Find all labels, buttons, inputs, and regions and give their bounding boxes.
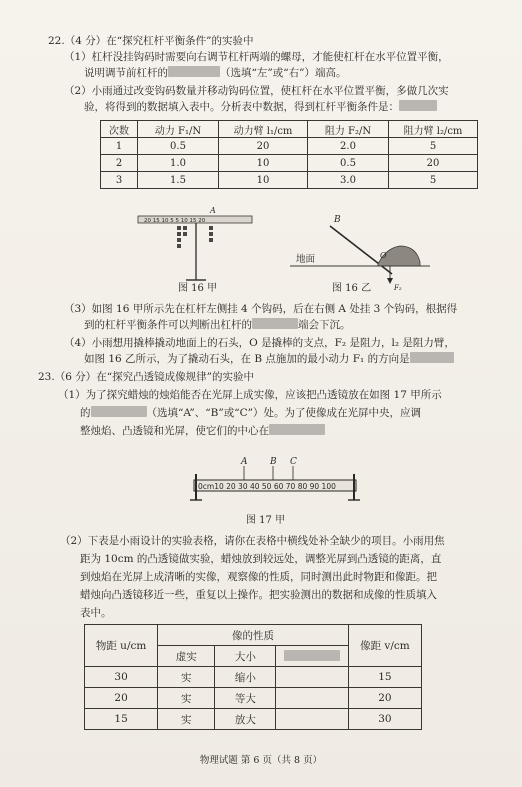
table-header-row (85, 625, 422, 646)
table-row (101, 172, 478, 189)
arrow-head (387, 278, 393, 284)
table-cell (276, 688, 348, 709)
fulcrum-o-label: O (380, 251, 387, 260)
page-footer: 物理试题 第 6 页（共 8 页） (199, 755, 323, 766)
q22-p1-line2: 说明调节前杠杆的 （选填“左”或“右”）端高。 (84, 67, 347, 79)
table-header: 阻力 F₂/N (308, 121, 389, 138)
table-row (101, 138, 478, 155)
table-cell: 30 (348, 709, 421, 730)
table-cell: 缩小 (215, 667, 276, 688)
table-cell (276, 709, 348, 730)
answer-blank (284, 650, 340, 661)
q22-p4-line1: （4）小雨想用撬棒撬动地面上的石头，O 是撬棒的支点，F₂ 是阻力，l₂ 是阻力臂， (64, 337, 455, 349)
table-cell: 2.0 (308, 138, 389, 155)
answer-blank (252, 318, 298, 329)
q23-p2-line3: 到烛焰在光屏上成清晰的实像，观察像的性质，同时测出此时物距和像距。把 (80, 571, 437, 583)
position-a-label: A (241, 457, 248, 467)
q23-p2-line2: 距为 10cm 的凸透镜做实验，蜡烛放到较远处，调整光屏到凸透镜的距离，直 (80, 553, 442, 565)
table-cell: 3 (101, 172, 138, 189)
q23-p2-line5: 表中。 (80, 607, 112, 619)
table-header-row (101, 121, 478, 138)
table-cell: 20 (219, 138, 308, 155)
q23-p1-line2: 的 （选填“A”、“B”或“C”）处。为了使像成在光屏中央，应调 (80, 407, 421, 419)
hooked-weights-left (177, 226, 187, 248)
table-cell: 等大 (215, 688, 276, 709)
table-cell: 30 (85, 667, 158, 688)
table-header: 像距 v/cm (348, 625, 421, 667)
table-cell: 15 (348, 667, 421, 688)
q22-p2-line2: 验，将得到的数据填入表中。分析表中数据，得到杠杆平衡条件是： (84, 100, 437, 114)
q23-header: 23.（6 分）在“探究凸透镜成像规律”的实验中 (38, 371, 254, 383)
table-header-blank (276, 646, 348, 667)
table-cell: 0.5 (138, 138, 219, 155)
figure-17a-caption: 图 17 甲 (246, 515, 286, 526)
force-f2-label: F₂ (394, 284, 402, 292)
q22-p4-line2: 如图 16 乙所示，为了撬动石头，在 B 点施加的最小动力 F₁ 的方向是 (84, 352, 454, 366)
q22-p3-line2: 到的杠杆平衡条件可以判断出杠杆的 端会下沉。 (84, 319, 351, 331)
table-cell: 2 (101, 155, 138, 172)
table-cell: 20 (348, 688, 421, 709)
table-row (101, 155, 478, 172)
point-b-label: B (334, 215, 341, 225)
q22-p3-line1: （3）如图 16 甲所示先在杠杆左侧挂 4 个钩码，后在右侧 A 处挂 3 个钩码，根据得 (64, 303, 458, 315)
table-cell: 10 (219, 172, 308, 189)
table-header: 像的性质 (158, 625, 349, 646)
table-cell: 20 (85, 688, 158, 709)
ground-label: 地面 (296, 254, 316, 265)
answer-blank (410, 352, 454, 363)
q23-p1-line3: 整烛焰、凸透镜和光屏，使它们的中心在 (80, 424, 325, 438)
table-cell: 10 (219, 155, 308, 172)
lever-scale: 20 15 10 5 5 10 15 20 (144, 218, 206, 224)
table-cell: 1 (101, 138, 138, 155)
q23-p2-line4: 蜡烛向凸透镜移近一些，重复以上操作。把实验测出的数据和成像的性质填入 (80, 589, 437, 601)
table-cell (276, 667, 348, 688)
q23-p2-line1: （2）下表是小雨设计的实验表格，请你在表格中横线处补全缺少的项目。小雨用焦 (60, 535, 445, 547)
table-header: 阻力臂 l₂/cm (389, 121, 478, 138)
table-header: 次数 (101, 121, 138, 138)
table-cell: 实 (158, 688, 215, 709)
table-cell: 0.5 (308, 155, 389, 172)
table-cell: 15 (85, 709, 158, 730)
figure-16b-caption: 图 16 乙 (332, 283, 372, 294)
table-header: 大小 (215, 646, 276, 667)
q22-p1-line1: （1）杠杆没挂钩码时需要向右调节杠杆两端的螺母，才能使杠杆在水平位置平衡， (64, 51, 449, 63)
answer-blank (269, 424, 325, 435)
crowbar (330, 226, 392, 274)
table-row (85, 667, 422, 688)
table-cell: 1.0 (138, 155, 219, 172)
table-header: 虚实 (158, 646, 215, 667)
table-cell: 实 (158, 667, 215, 688)
table-cell: 20 (389, 155, 478, 172)
figure-16a-caption: 图 16 甲 (178, 283, 218, 294)
table-cell: 5 (389, 138, 478, 155)
position-b-label: B (270, 457, 277, 467)
point-a-label: A (210, 206, 216, 215)
answer-blank (168, 66, 220, 77)
table-cell: 5 (389, 172, 478, 189)
table-cell: 1.5 (138, 172, 219, 189)
table-cell: 实 (158, 709, 215, 730)
table-cell: 放大 (215, 709, 276, 730)
table-header: 物距 u/cm (85, 625, 158, 667)
ruler-scale: 0cm10 20 30 40 50 60 70 80 90 100 (198, 482, 336, 491)
lever-data-table (100, 120, 478, 189)
position-c-label: C (290, 457, 297, 467)
table-row (85, 709, 422, 730)
q22-header: 22.（4 分）在“探究杠杆平衡条件”的实验中 (48, 35, 254, 47)
table-header: 动力臂 l₁/cm (219, 121, 308, 138)
optical-bench-figure-17a (186, 450, 364, 510)
answer-blank (91, 406, 147, 417)
q22-p2-line1: （2）小雨通过改变钩码数量并移动钩码位置，使杠杆在水平位置平衡，多做几次实 (64, 85, 449, 97)
table-header: 动力 F₁/N (138, 121, 219, 138)
q23-p1-line1: （1）为了探究蜡烛的烛焰能否在光屏上成实像，应该把凸透镜放在如图 17 甲所示 (58, 389, 442, 401)
lens-image-table (84, 624, 422, 730)
table-row (85, 688, 422, 709)
table-cell: 3.0 (308, 172, 389, 189)
answer-blank (399, 100, 437, 111)
hooked-weights-right (209, 226, 213, 242)
